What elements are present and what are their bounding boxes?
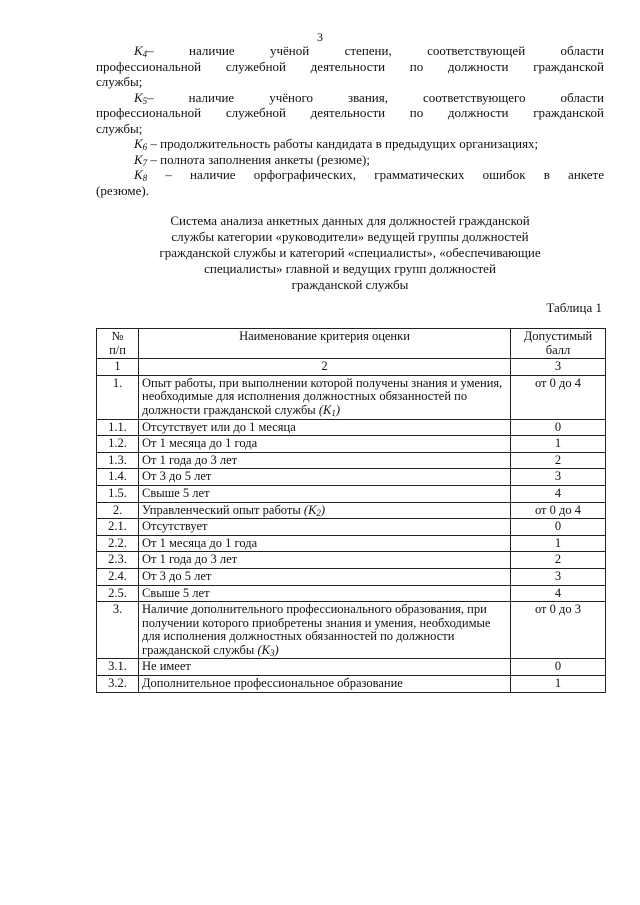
system-title-line: службы категории «руководители» ведущей группы должностей	[171, 229, 529, 244]
allowed-score: 4	[511, 485, 606, 502]
row-number: 1.4.	[97, 469, 139, 486]
header-score: Допустимый балл	[511, 329, 606, 359]
criterion-name: Управленческий опыт работы $(K_2)$	[139, 502, 511, 519]
definition-line: профессиональной служебной деятельности по должности гражданской	[96, 58, 604, 74]
definition-line: службы;	[96, 74, 143, 89]
table-row	[97, 676, 606, 693]
table-row	[97, 502, 606, 519]
definition-line: службы;	[96, 120, 143, 136]
criterion-name: Свыше 5 лет	[139, 585, 511, 602]
row-number: 3.1.	[97, 659, 139, 676]
system-title-line: гражданской службы и категорий «специалисты», «обеспечивающие	[159, 245, 541, 260]
system-title-line: специалисты» главной и ведущих групп должностей	[204, 261, 496, 276]
row-number: 1.	[97, 375, 139, 419]
table-row	[97, 452, 606, 469]
table-row	[97, 568, 606, 585]
definition-line: $K_6$ – продолжительность работы кандидата в предыдущих организациях;	[134, 136, 539, 152]
criterion-symbol: $(K_3)$	[257, 642, 279, 658]
allowed-score: 1	[511, 436, 606, 453]
criterion-symbol: $K_6$	[134, 136, 148, 152]
table-row	[97, 436, 606, 453]
table-row	[97, 419, 606, 436]
row-number: 2.1.	[97, 519, 139, 536]
table-row	[97, 469, 606, 486]
criterion-name: Наличие дополнительного профессионального образования, при получении которого приобретены знания и умения, необходимые для исполнения должностных обязанностей по должности гражданской службы $(K_3)$	[139, 602, 511, 659]
definition-line: $K_5-$ наличие учёного звания, соответствующего области	[134, 89, 604, 106]
column-number: 3	[511, 359, 606, 376]
row-number: 3.	[97, 602, 139, 659]
allowed-score: 0	[511, 519, 606, 536]
criterion-name: От 3 до 5 лет	[139, 568, 511, 585]
column-number: 2	[139, 359, 511, 376]
allowed-score: 2	[511, 552, 606, 569]
criterion-name: От 1 месяца до 1 года	[139, 436, 511, 453]
header-criterion-name: Наименование критерия оценки	[139, 329, 511, 359]
row-number: 2.2.	[97, 535, 139, 552]
table-row	[97, 602, 606, 659]
criterion-symbol: $K_5$	[134, 89, 148, 106]
table-body	[97, 375, 606, 692]
system-title-line: гражданской службы	[291, 277, 409, 292]
row-number: 1.3.	[97, 452, 139, 469]
criterion-name: Дополнительное профессиональное образование	[139, 676, 511, 693]
criterion-name: Опыт работы, при выполнении которой получены знания и умения, необходимые для исполнения должностных обязанностей по должности гражданской службы $(K_1)$	[139, 375, 511, 419]
criterion-name: От 1 года до 3 лет	[139, 552, 511, 569]
allowed-score: 3	[511, 568, 606, 585]
allowed-score: 4	[511, 585, 606, 602]
criterion-symbol: $K_8$	[134, 167, 148, 183]
criterion-name: От 1 месяца до 1 года	[139, 535, 511, 552]
allowed-score: 1	[511, 535, 606, 552]
table-row	[97, 535, 606, 552]
table-row	[97, 519, 606, 536]
allowed-score: от 0 до 3	[511, 602, 606, 659]
row-number: 2.3.	[97, 552, 139, 569]
allowed-score: от 0 до 4	[511, 502, 606, 519]
row-number: 1.1.	[97, 419, 139, 436]
system-title-line: Система анализа анкетных данных для должностей гражданской	[170, 213, 530, 228]
definition-line: $K_8$ – наличие орфографических, грамматических ошибок в анкете	[134, 167, 604, 183]
row-number: 2.5.	[97, 585, 139, 602]
column-number-row	[97, 359, 606, 376]
criterion-name: Свыше 5 лет	[139, 485, 511, 502]
definition-line: профессиональной служебной деятельности по должности гражданской	[96, 105, 604, 120]
allowed-score: 0	[511, 419, 606, 436]
allowed-score: 2	[511, 452, 606, 469]
row-number: 1.5.	[97, 485, 139, 502]
criterion-symbol: $K_4$	[134, 43, 148, 59]
table-label: Таблица 1	[546, 300, 602, 315]
criterion-name: От 1 года до 3 лет	[139, 452, 511, 469]
table-row	[97, 659, 606, 676]
criterion-symbol: $(K_2)$	[303, 502, 326, 518]
table-row	[97, 375, 606, 419]
header-num: № п/п	[97, 329, 139, 359]
table-row	[97, 585, 606, 602]
allowed-score: от 0 до 4	[511, 375, 606, 419]
table-row	[97, 552, 606, 569]
table-header-row	[97, 329, 606, 359]
table-row	[97, 485, 606, 502]
allowed-score: 1	[511, 676, 606, 693]
row-number: 1.2.	[97, 436, 139, 453]
page-number: 3	[317, 30, 323, 44]
row-number: 3.2.	[97, 676, 139, 693]
criterion-name: Отсутствует или до 1 месяца	[139, 419, 511, 436]
criterion-name: Отсутствует	[139, 519, 511, 536]
criterion-name: От 3 до 5 лет	[139, 469, 511, 486]
row-number: 2.4.	[97, 568, 139, 585]
criterion-name: Не имеет	[139, 659, 511, 676]
allowed-score: 0	[511, 659, 606, 676]
criteria-table	[96, 328, 606, 693]
criterion-symbol: $K_7$	[134, 151, 148, 168]
criteria-definitions	[96, 43, 604, 198]
row-number: 2.	[97, 502, 139, 519]
definition-line: (резюме).	[96, 182, 150, 198]
system-title	[130, 213, 570, 293]
definition-line: $K_4-$ наличие учёной степени, соответствующей области	[134, 43, 604, 59]
criterion-symbol: $(K_1)$	[318, 402, 341, 418]
definition-line: $K_7$ – полнота заполнения анкеты (резюме);	[134, 151, 370, 168]
allowed-score: 3	[511, 469, 606, 486]
column-number: 1	[97, 359, 139, 376]
